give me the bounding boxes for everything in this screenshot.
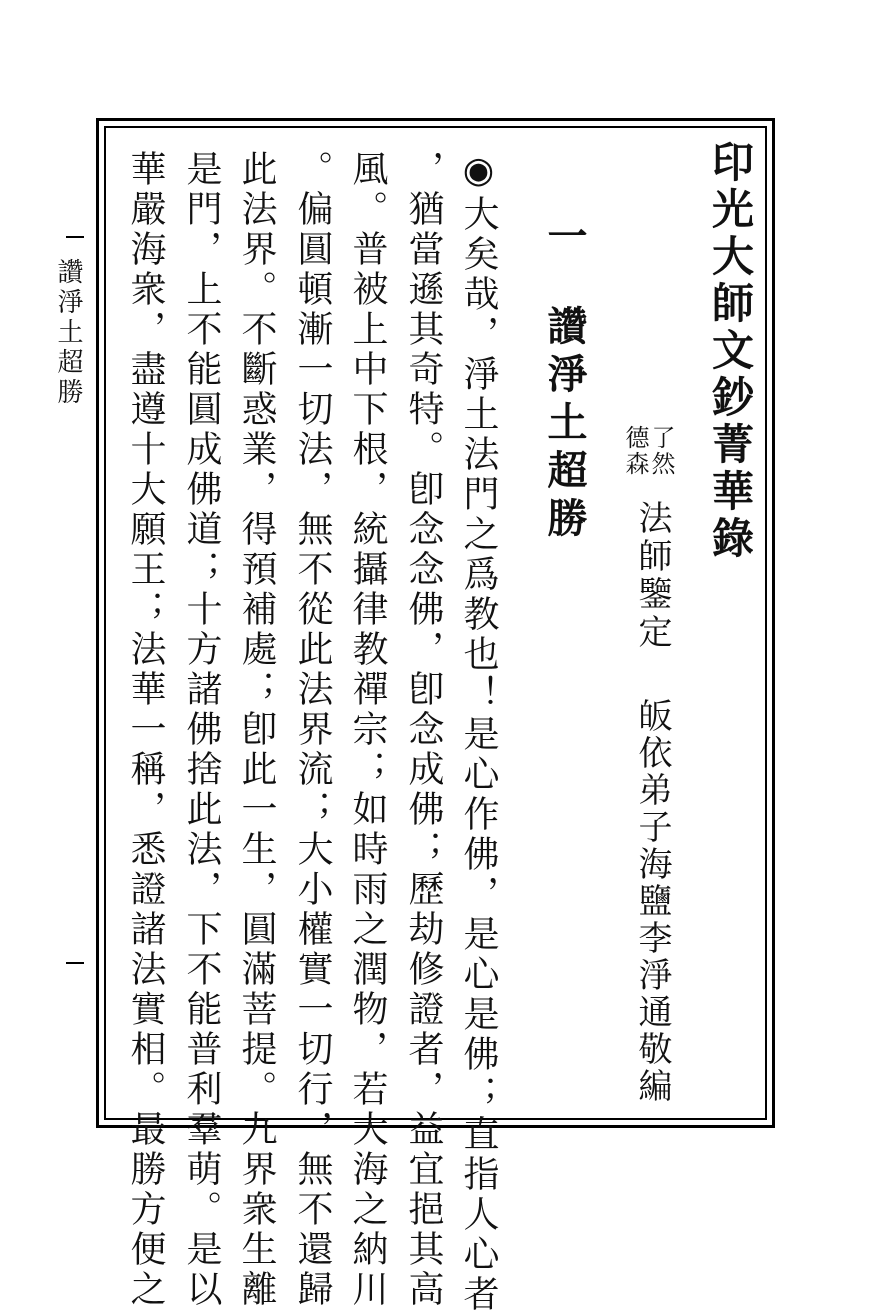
margin-chapter-label: 讚淨土超勝 <box>53 258 83 408</box>
editor-role: 法師鑒定 <box>632 500 672 652</box>
body-column-3: 風。普被上中下根，統攝律教禪宗；如時雨之潤物，若大海之納川 <box>347 150 388 1310</box>
editor-names-line2: 德森 <box>621 425 649 477</box>
chapter-title: 讚淨土超勝 <box>541 305 588 545</box>
body-column-6: 是門，上不能圓成佛道；十方諸佛捨此法，下不能普利羣萌。是以 <box>181 150 222 1310</box>
body-column-4: 。偏圓頓漸一切法，無不從此法界流；大小權實一切行，無不還歸 <box>292 150 333 1310</box>
chapter-number: 一 <box>541 215 588 255</box>
compiler-credit: 皈依弟子海鹽李淨通敬編 <box>632 698 672 1105</box>
body-column-7: 華嚴海衆，盡遵十大願王；法華一稱，悉證諸法實相。最勝方便之 <box>125 150 166 1310</box>
body-column-5: 此法界。不斷惑業，得預補處；卽此一生，圓滿菩提。九界衆生離 <box>236 150 277 1310</box>
editor-names-line1: 了然 <box>647 425 675 477</box>
body-column-1: ◉大矣哉，淨土法門之爲教也！是心作佛，是心是佛；直指人心者 <box>458 150 499 1315</box>
body-column-2: ，猶當遜其奇特。卽念念佛，卽念成佛；歷劫修證者，益宜挹其高 <box>403 150 444 1310</box>
margin-marker-bottom <box>66 962 84 964</box>
book-title: 印光大師文鈔菁華錄 <box>706 140 755 563</box>
margin-marker-top <box>66 236 84 238</box>
